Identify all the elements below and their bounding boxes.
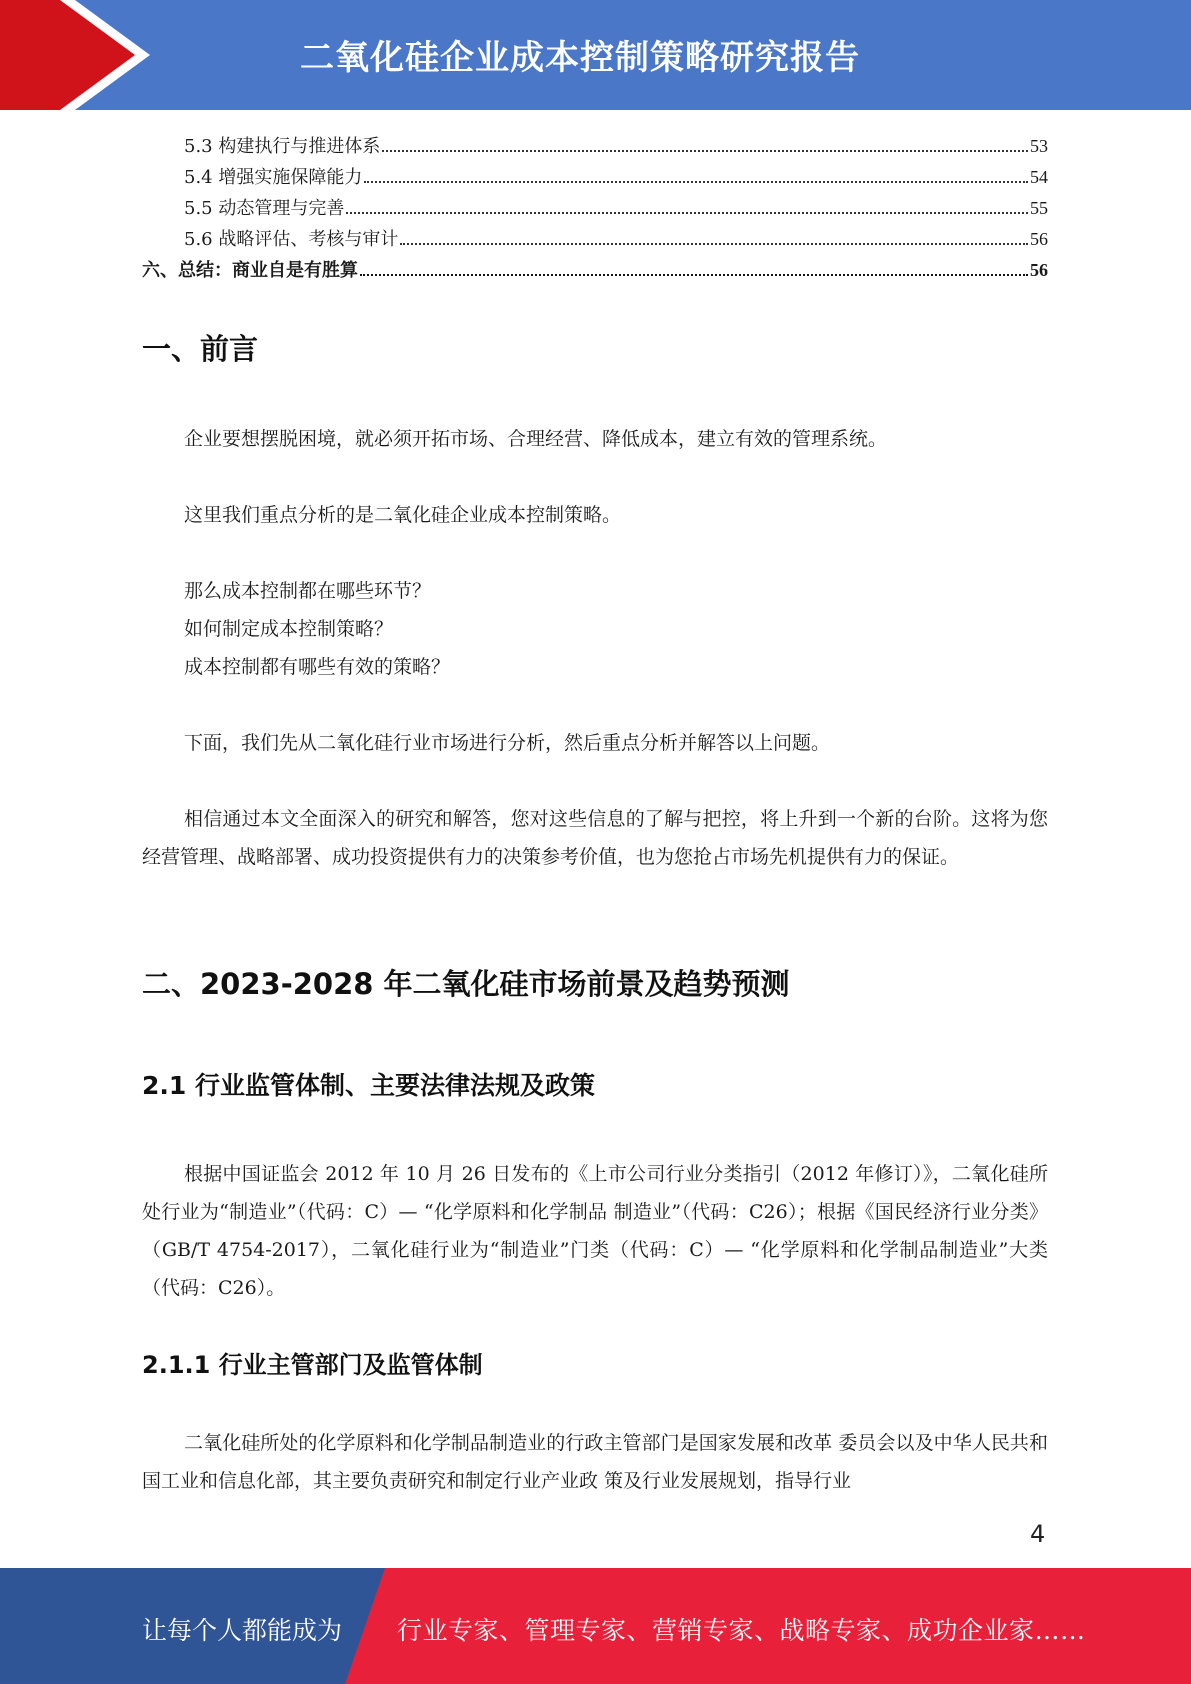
paragraph: 根据中国证监会 2012 年 10 月 26 日发布的《上市公司行业分类指引（2012 年修订）》，二氧化硅所处行业为“制造业”（代码：C）— “化学原料和化学制品 制造业”（代码：C26）；根据《国民经济行业分类》（GB/T 4754-2017），二氧化硅行业为“制造业”门类（代码：C）— “化学原料和化学制品制造业”大类（代码：C26）。 <box>142 1163 1048 1299</box>
toc-item-page: 56 <box>1030 229 1048 249</box>
report-title: 二氧化硅企业成本控制策略研究报告 <box>300 38 860 78</box>
paragraph: 这里我们重点分析的是二氧化硅企业成本控制策略。 <box>184 504 622 526</box>
toc-item-label: 5.3 构建执行与推进体系 <box>184 136 381 157</box>
subsection-heading: 2.1 行业监管体制、主要法律法规及政策 <box>142 1071 595 1100</box>
question-line: 那么成本控制都在哪些环节？ <box>184 580 432 602</box>
paragraph: 相信通过本文全面深入的研究和解答，您对这些信息的了解与把控，将上升到一个新的台阶。这将为您经营管理、战略部署、成功投资提供有力的决策参考价值，也为您抢占市场先机提供有力的保证。 <box>142 808 1048 868</box>
toc-item-label: 5.5 动态管理与完善 <box>184 198 345 219</box>
table-of-contents <box>142 132 1048 287</box>
paragraph: 下面，我们先从二氧化硅行业市场进行分析，然后重点分析并解答以上问题。 <box>184 732 831 754</box>
toc-item-page: 55 <box>1030 198 1048 218</box>
toc-item[interactable] <box>142 225 1048 256</box>
toc-item-label: 5.6 战略评估、考核与审计 <box>184 229 399 250</box>
toc-leader-dots <box>382 150 1028 152</box>
toc-item-page: 54 <box>1030 167 1048 187</box>
toc-item-page: 56 <box>1030 260 1048 280</box>
section-heading-preface: 一、前言 <box>142 332 259 366</box>
toc-item-label: 5.4 增强实施保障能力 <box>184 167 363 188</box>
page-footer <box>0 1568 1191 1684</box>
toc-item[interactable] <box>142 132 1048 163</box>
question-line: 成本控制都有哪些有效的策略？ <box>184 656 451 678</box>
section-heading-market-outlook: 二、2023-2028 年二氧化硅市场前景及趋势预测 <box>142 967 790 1001</box>
toc-leader-dots <box>400 243 1028 245</box>
footer-slogan-right: 行业专家、管理专家、营销专家、战略专家、成功企业家…… <box>397 1616 1086 1645</box>
question-line: 如何制定成本控制策略？ <box>184 618 394 640</box>
page-header <box>0 0 1191 110</box>
toc-leader-dots <box>346 212 1028 214</box>
paragraph: 企业要想摆脱困境，就必须开拓市场、合理经营、降低成本，建立有效的管理系统。 <box>184 428 888 450</box>
toc-item[interactable] <box>142 163 1048 194</box>
toc-item-chapter[interactable] <box>142 256 1048 287</box>
toc-item-label: 六、总结：商业自是有胜算 <box>142 260 358 281</box>
page-number: 4 <box>1030 1520 1046 1548</box>
footer-slogan-left: 让每个人都能成为 <box>142 1616 343 1645</box>
subsection-heading: 2.1.1 行业主管部门及监管体制 <box>142 1351 483 1379</box>
toc-item-page: 53 <box>1030 136 1048 156</box>
toc-leader-dots <box>360 274 1028 276</box>
paragraph: 二氧化硅所处的化学原料和化学制品制造业的行政主管部门是国家发展和改革 委员会以及中华人民共和国工业和信息化部，其主要负责研究和制定行业产业政 策及行业发展规划，指导行业 <box>142 1432 1048 1492</box>
toc-leader-dots <box>364 181 1028 183</box>
toc-item[interactable] <box>142 194 1048 225</box>
